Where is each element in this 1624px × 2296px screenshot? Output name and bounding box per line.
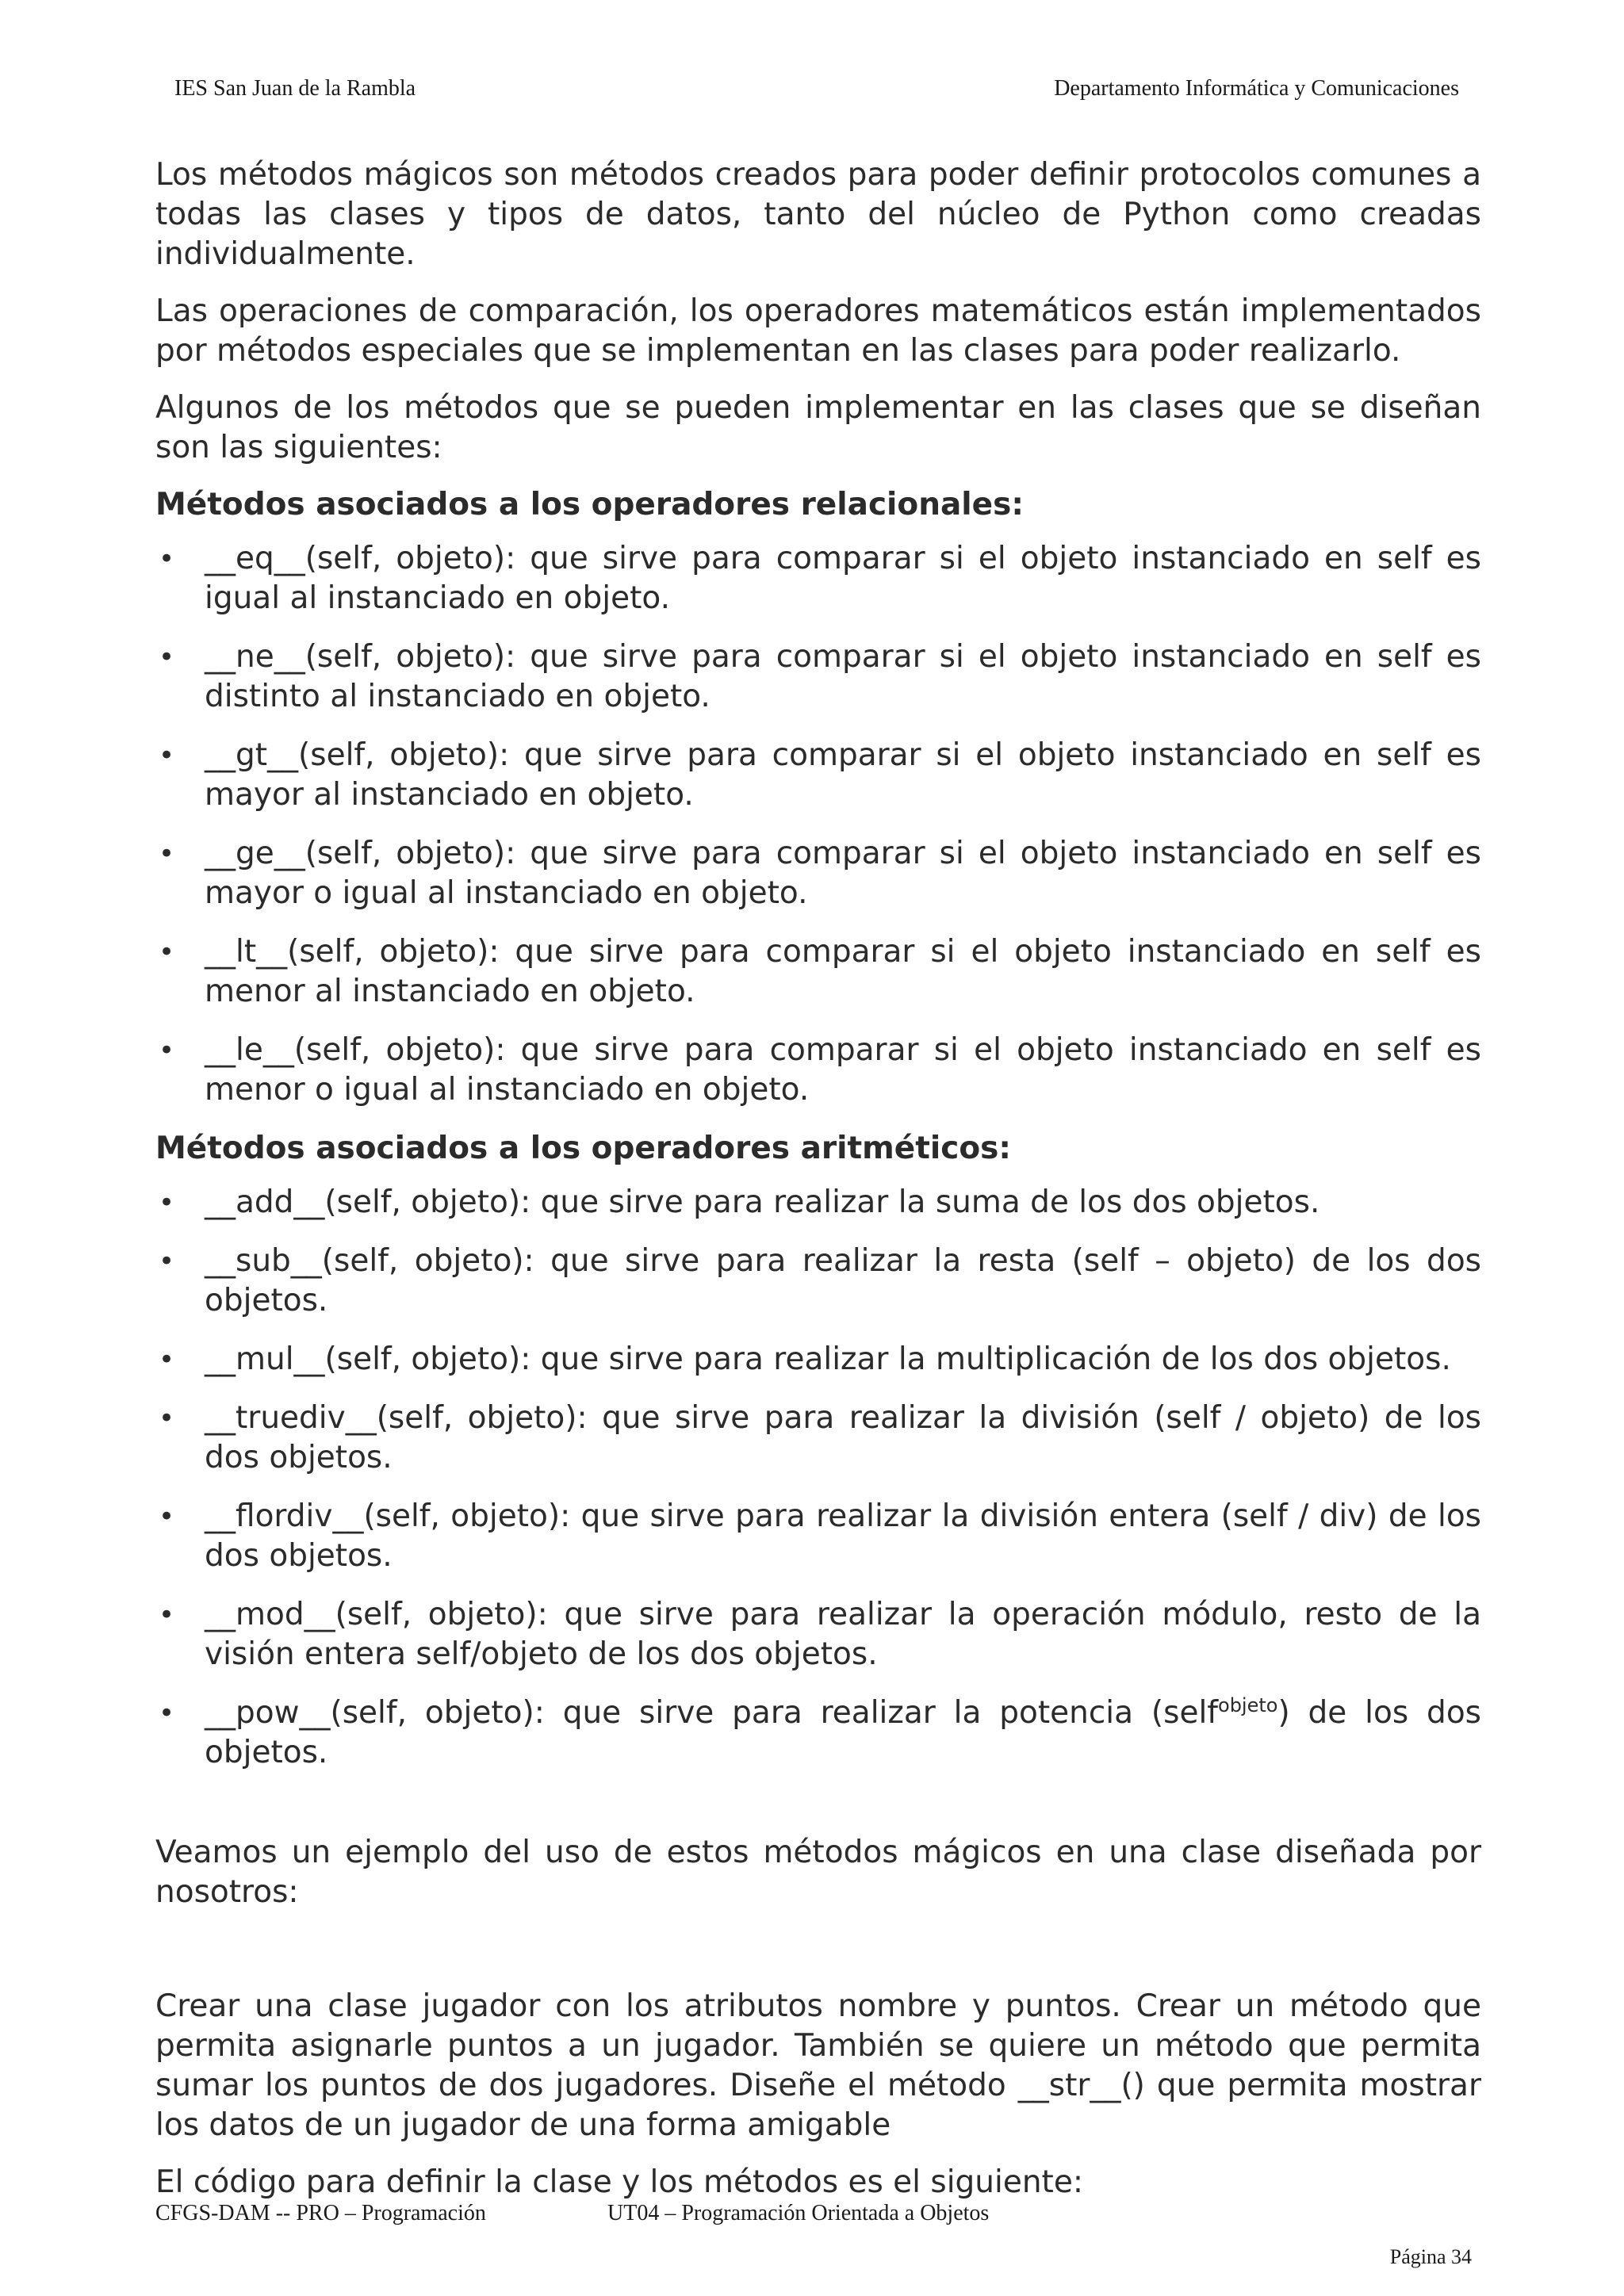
bullet-icon: •: [159, 1501, 175, 1533]
intro-paragraph-3: Algunos de los métodos que se pueden implementar en las clases que se diseñan son las siguientes:: [155, 390, 1481, 465]
list-item: [155, 932, 1481, 1012]
bullet-icon: •: [159, 1035, 175, 1066]
list-item-pow: [155, 1693, 1481, 1773]
arithmetic-heading: Métodos asociados a los operadores aritméticos:: [155, 1131, 1011, 1166]
bullet-icon: •: [159, 838, 175, 870]
page-number: Página 34: [1389, 2245, 1472, 2268]
bullet-icon: •: [159, 641, 175, 673]
relational-list: [155, 539, 1481, 1110]
list-item: [155, 834, 1481, 913]
bullet-icon: •: [159, 936, 175, 968]
bullet-icon: •: [159, 1187, 175, 1219]
bullet-icon: •: [159, 543, 175, 575]
bullet-icon: •: [159, 1246, 175, 1277]
list-item-text: __flordiv__(self, objeto): que sirve para realizar la división entera (self / div) de los dos objetos.: [205, 1498, 1481, 1574]
spacer: [155, 1930, 1481, 1987]
header-school: IES San Juan de la Rambla: [174, 76, 416, 101]
pow-text-after: ) de los dos objetos.: [205, 1695, 1481, 1770]
list-item-text: __ge__(self, objeto): que sirve para comparar si el objeto instanciado en self es mayor o igual al instanciado en objeto.: [205, 836, 1481, 911]
bullet-icon: •: [159, 740, 175, 771]
bullet-icon: •: [159, 1599, 175, 1631]
page-header: [174, 76, 1459, 108]
list-item-text: __mul__(self, objeto): que sirve para realizar la multiplicación de los dos objetos.: [205, 1341, 1451, 1377]
list-item: [155, 736, 1481, 815]
intro-paragraph-2: Las operaciones de comparación, los operadores matemáticos están implementados por métodos especiales que se implementan en las clases para poder realizarlo.: [155, 293, 1481, 369]
relational-heading: Métodos asociados a los operadores relacionales:: [155, 487, 1024, 522]
list-item-text: __eq__(self, objeto): que sirve para comparar si el objeto instanciado en self es igual al instanciado en objeto.: [205, 541, 1481, 616]
bullet-icon: •: [159, 1402, 175, 1434]
list-item-text: __add__(self, objeto): que sirve para realizar la suma de los dos objetos.: [205, 1184, 1320, 1220]
example-intro: Veamos un ejemplo del uso de estos métodos mágicos en una clase diseñada por nosotros:: [155, 1835, 1481, 1910]
header-department: Departamento Informática y Comunicaciones: [1054, 76, 1459, 101]
bullet-icon: •: [159, 1697, 175, 1729]
list-item: [155, 1399, 1481, 1478]
code-intro: El código para definir la clase y los métodos es el siguiente:: [155, 2164, 1083, 2200]
list-item-text: __sub__(self, objeto): que sirve para realizar la resta (self – objeto) de los dos objetos.: [205, 1243, 1481, 1318]
intro-paragraph-1: Los métodos mágicos son métodos creados para poder definir protocolos comunes a todas las clases y tipos de datos, tanto del núcleo de Python como creadas individualmente.: [155, 157, 1481, 272]
bullet-icon: •: [159, 1344, 175, 1376]
list-item: [155, 1031, 1481, 1110]
list-item-text: __mod__(self, objeto): que sirve para realizar la operación módulo, resto de la visión entera self/objeto de los dos objetos.: [205, 1597, 1481, 1672]
pow-text-before: __pow__(self, objeto): que sirve para realizar la potencia (self: [205, 1695, 1219, 1731]
list-item-text: __lt__(self, objeto): que sirve para comparar si el objeto instanciado en self es menor al instanciado en objeto.: [205, 934, 1481, 1009]
list-item: [155, 1183, 1481, 1223]
list-item-text: __ne__(self, objeto): que sirve para comparar si el objeto instanciado en self es distinto al instanciado en objeto.: [205, 639, 1481, 714]
footer-unit: UT04 – Programación Orientada a Objetos: [607, 2201, 990, 2225]
spacer: [155, 1792, 1481, 1833]
list-item: [155, 539, 1481, 618]
pow-superscript: objeto: [1218, 1694, 1278, 1716]
list-item: [155, 1242, 1481, 1321]
arithmetic-list: [155, 1183, 1481, 1773]
page-footer: [155, 2201, 1472, 2280]
document-body: [155, 155, 1481, 2220]
list-item-text: __le__(self, objeto): que sirve para comparar si el objeto instanciado en self es menor o igual al instanciado en objeto.: [205, 1032, 1481, 1108]
list-item: [155, 1497, 1481, 1576]
list-item-text: __gt__(self, objeto): que sirve para comparar si el objeto instanciado en self es mayor al instanciado en objeto.: [205, 737, 1481, 813]
list-item: [155, 1595, 1481, 1674]
list-item-text: __truediv__(self, objeto): que sirve para realizar la división (self / objeto) de los dos objetos.: [205, 1400, 1481, 1475]
footer-course: CFGS-DAM -- PRO – Programación: [155, 2201, 486, 2225]
list-item: [155, 637, 1481, 717]
exercise-statement: Crear una clase jugador con los atributos nombre y puntos. Crear un método que permita asignarle puntos a un jugador. También se quiere un método que permita sumar los puntos de dos jugadores. Diseñe el método __str__() que permita mostrar los datos de un jugador de una forma amigable: [155, 1988, 1481, 2143]
list-item: [155, 1340, 1481, 1380]
